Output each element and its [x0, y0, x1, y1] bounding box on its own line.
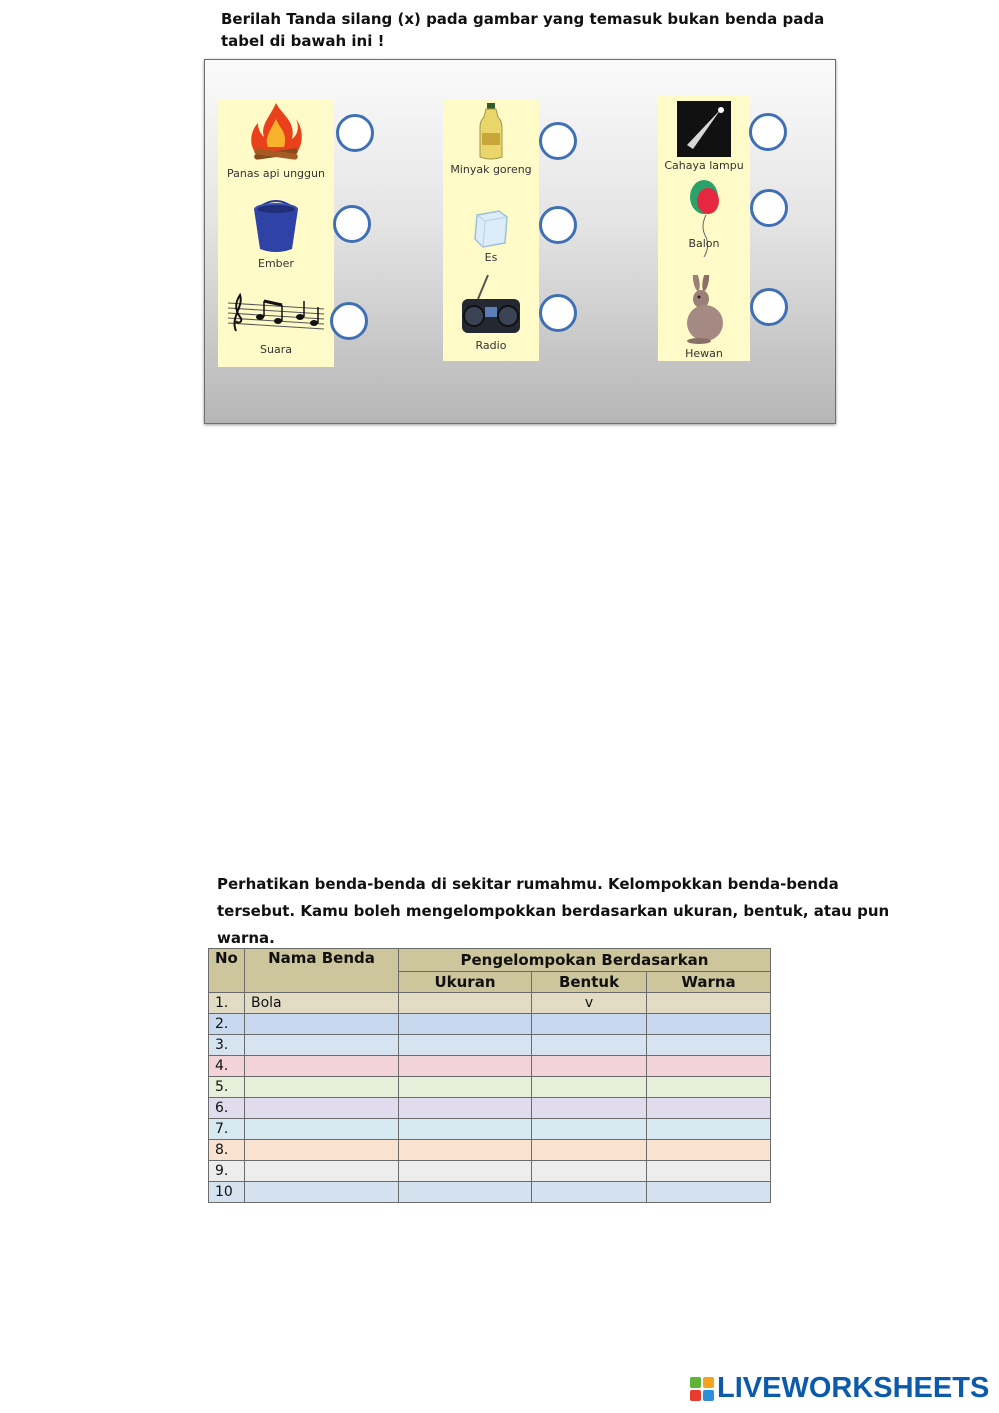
row-number: 9.: [209, 1161, 245, 1182]
instruction-task-2: Perhatikan benda-benda di sekitar rumahmu. Kelompokkan benda-benda tersebut. Kamu boleh mengelompokkan berdasarkan ukuran, bentuk, atau pun warna.: [217, 875, 890, 947]
table-row: [209, 1077, 771, 1098]
size-cell[interactable]: [399, 1077, 532, 1098]
header-no: No: [209, 949, 245, 993]
size-cell[interactable]: [399, 1035, 532, 1056]
item-lamp-light: [658, 101, 750, 172]
item-name-cell[interactable]: [245, 1182, 399, 1203]
ice-cube-icon: [471, 207, 511, 249]
oil-bottle-icon: [476, 101, 506, 161]
logo-text: LIVEWORKSHEETS: [717, 1372, 990, 1404]
item-animal: [658, 275, 750, 360]
color-cell[interactable]: [647, 1140, 771, 1161]
item-name-cell[interactable]: [245, 1161, 399, 1182]
item-label: Balon: [688, 237, 720, 250]
instruction-task-1: Berilah Tanda silang (x) pada gambar yang temasuk bukan benda pada tabel di bawah ini !: [221, 10, 825, 50]
item-balloon: [658, 177, 750, 250]
row-number: 4.: [209, 1056, 245, 1077]
answer-circle-1-3[interactable]: [330, 302, 368, 340]
answer-circle-2-3[interactable]: [539, 294, 577, 332]
header-shape: Bentuk: [532, 972, 647, 993]
shape-cell[interactable]: [532, 1182, 647, 1203]
header-item-name: Nama Benda: [245, 949, 399, 993]
item-name-cell[interactable]: [245, 1035, 399, 1056]
size-cell[interactable]: [399, 1119, 532, 1140]
logo-icon: [690, 1377, 714, 1401]
header-size: Ukuran: [399, 972, 532, 993]
radio-icon: [458, 273, 524, 337]
table-row: [209, 1140, 771, 1161]
item-name-cell[interactable]: Bola: [245, 993, 399, 1014]
light-beam-icon: [677, 101, 731, 157]
answer-circle-3-1[interactable]: [749, 113, 787, 151]
header-grouping: Pengelompokan Berdasarkan: [399, 949, 771, 972]
table-body: [209, 993, 771, 1203]
color-cell[interactable]: [647, 1182, 771, 1203]
size-cell[interactable]: [399, 993, 532, 1014]
row-number: 7.: [209, 1119, 245, 1140]
answer-circle-1-2[interactable]: [333, 205, 371, 243]
shape-cell[interactable]: [532, 1119, 647, 1140]
item-column-2: [443, 99, 539, 361]
answer-circle-2-1[interactable]: [539, 122, 577, 160]
table-row: [209, 1014, 771, 1035]
size-cell[interactable]: [399, 1098, 532, 1119]
answer-circle-1-1[interactable]: [336, 114, 374, 152]
color-cell[interactable]: [647, 1056, 771, 1077]
shape-cell[interactable]: [532, 1140, 647, 1161]
item-label: Radio: [475, 339, 507, 352]
shape-cell[interactable]: [532, 1056, 647, 1077]
color-cell[interactable]: [647, 1161, 771, 1182]
row-number: 2.: [209, 1014, 245, 1035]
item-name-cell[interactable]: [245, 1056, 399, 1077]
size-cell[interactable]: [399, 1140, 532, 1161]
shape-cell[interactable]: [532, 1077, 647, 1098]
table-row: [209, 1182, 771, 1203]
item-column-3: [658, 95, 750, 361]
table-row: [209, 1035, 771, 1056]
header-color: Warna: [647, 972, 771, 993]
row-number: 1.: [209, 993, 245, 1014]
item-name-cell[interactable]: [245, 1119, 399, 1140]
liveworksheets-logo: [690, 1372, 989, 1405]
answer-circle-3-2[interactable]: [750, 189, 788, 227]
item-column-1: [218, 99, 334, 367]
table-row: [209, 1119, 771, 1140]
item-label: Panas api unggun: [227, 167, 325, 180]
shape-cell[interactable]: v: [532, 993, 647, 1014]
shape-cell[interactable]: [532, 1161, 647, 1182]
item-radio: [443, 273, 539, 352]
shape-cell[interactable]: [532, 1035, 647, 1056]
color-cell[interactable]: [647, 993, 771, 1014]
color-cell[interactable]: [647, 1035, 771, 1056]
item-cooking-oil: [443, 101, 539, 176]
item-name-cell[interactable]: [245, 1140, 399, 1161]
item-label: Suara: [260, 343, 292, 356]
item-music: [218, 287, 334, 356]
size-cell[interactable]: [399, 1056, 532, 1077]
table-row: [209, 1161, 771, 1182]
item-label: Minyak goreng: [450, 163, 532, 176]
bucket-icon: [249, 195, 303, 255]
color-cell[interactable]: [647, 1119, 771, 1140]
classification-panel: [204, 59, 836, 424]
row-number: 3.: [209, 1035, 245, 1056]
rabbit-icon: [677, 275, 731, 345]
grouping-table: [208, 948, 771, 1203]
table-row: [209, 1056, 771, 1077]
table-row: [209, 1098, 771, 1119]
color-cell[interactable]: [647, 1077, 771, 1098]
item-label: Hewan: [685, 347, 723, 360]
item-name-cell[interactable]: [245, 1077, 399, 1098]
item-bucket: [218, 195, 334, 270]
size-cell[interactable]: [399, 1161, 532, 1182]
color-cell[interactable]: [647, 1014, 771, 1035]
item-ice: [443, 207, 539, 264]
music-notes-icon: [226, 287, 326, 337]
row-number: 10: [209, 1182, 245, 1203]
color-cell[interactable]: [647, 1098, 771, 1119]
row-number: 6.: [209, 1098, 245, 1119]
row-number: 5.: [209, 1077, 245, 1098]
item-name-cell[interactable]: [245, 1098, 399, 1119]
item-label: Es: [484, 251, 498, 264]
size-cell[interactable]: [399, 1014, 532, 1035]
answer-circle-3-3[interactable]: [750, 288, 788, 326]
item-name-cell[interactable]: [245, 1014, 399, 1035]
answer-circle-2-2[interactable]: [539, 206, 577, 244]
item-label: Ember: [258, 257, 294, 270]
table-row: [209, 993, 771, 1014]
campfire-icon: [246, 99, 306, 165]
size-cell[interactable]: [399, 1182, 532, 1203]
item-label: Cahaya lampu: [664, 159, 744, 172]
item-campfire: [218, 99, 334, 180]
row-number: 8.: [209, 1140, 245, 1161]
shape-cell[interactable]: [532, 1098, 647, 1119]
shape-cell[interactable]: [532, 1014, 647, 1035]
